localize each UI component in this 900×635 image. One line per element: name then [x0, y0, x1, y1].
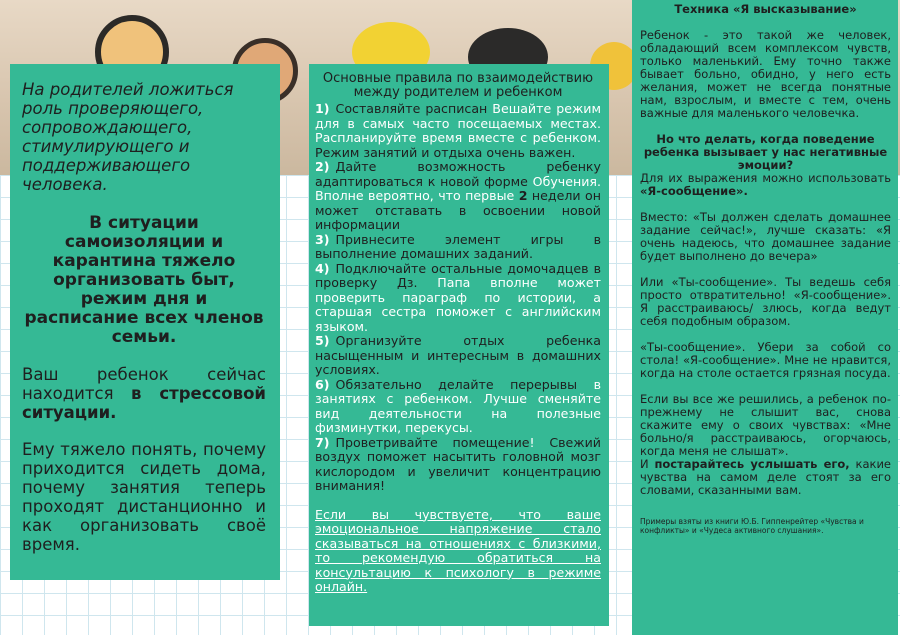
rule-highlight: !: [529, 434, 550, 450]
left-panel: [10, 64, 280, 580]
i-message-intro: [640, 172, 891, 198]
instead-example: Вместо: «Ты должен сделать домашнее задание сейчас!», лучше сказать: «Я очень надеюсь, что домашнее задание будет выполнено до вечера»: [640, 210, 891, 263]
rule-number: 4): [315, 260, 330, 276]
rule-number: 7): [315, 434, 330, 450]
technique-heading: Техника «Я высказывание»: [674, 2, 857, 16]
repeat-feelings-text: Если вы все же решились, а ребенок по-прежнему не слышит вас, снова скажите ему о своих чувствах: «Мне больно/я расстраиваюсь, огорчаюсь, когда меня не слышат».: [640, 392, 891, 458]
self-isolation-text: В ситуации самоизоляции и карантина тяжело организовать быт, режим дня и расписание всех членов семьи.: [24, 213, 264, 347]
rule-lead: Дайте возможность ребенку адаптироваться к новой форме: [315, 159, 601, 189]
rule-lead: Составляйте расписан: [335, 101, 488, 116]
stress-text: [22, 365, 266, 422]
rule-item: [315, 436, 601, 494]
rule-lead: Подключайте остальные домочадцев в проверку Дз.: [315, 260, 601, 290]
rule-lead: Проветривайте помещение: [335, 434, 530, 450]
rule-number: 1): [315, 101, 330, 116]
middle-panel: [309, 64, 609, 626]
child-is-person-text: Ребенок - это такой же человек, обладающий всем комплексом чувств, только маленький. Ему точно также бывает больно, обидно, у него есть желания, может не всегда понятные нам, взрослым, и вместе с тем, очень важные для маленького человечка.: [640, 28, 891, 120]
you-message-example-1: Или «Ты-сообщение». Ты ведешь себя просто отвратительно! «Я-сообщение». Я расстраиваюсь/ злюсь, когда ведут себя подобным образом.: [640, 275, 891, 328]
rule-rest: Свежий воздух поможет насытить головной мозг кислородом и увеличит концентрацию внимания!: [315, 434, 601, 493]
rule-highlight: Вешайте режим для в самых часто посещаемых местах. Распланируйте время вместе с ребенком.: [315, 101, 601, 145]
try-to-hear-bold: постарайтесь услышать его,: [654, 457, 850, 471]
rule-item: [315, 160, 601, 233]
right-panel: [632, 0, 898, 635]
negative-emotions-heading: Но что делать, когда поведение ребенка вызывает у нас негативные эмоции?: [643, 132, 888, 172]
rule-highlight: в занятиях с ребенком. Лучше сменяйте вид деятельности на полезные физминутки, перекусы.: [315, 376, 601, 435]
rule-highlight: Обучения. Вполне вероятно, что первые: [315, 173, 601, 203]
rule-rest: Режим занятий и отдыха очень важен.: [315, 144, 576, 160]
rule-bold-number: 2: [518, 188, 528, 203]
rule-item: [315, 334, 601, 378]
rule-rest: недели он может отставать в освоении новой информации: [315, 188, 601, 232]
rule-item: [315, 262, 601, 335]
rule-item: [315, 102, 601, 160]
try-to-hear-pre: И: [640, 457, 655, 471]
rules-title: Основные правила по взаимодействию между родителем и ребенком: [322, 71, 594, 100]
rule-lead: Организуйте отдых ребенка насыщенным и интересным в домашних условиях.: [315, 333, 601, 377]
stress-text-plain: Ваш ребенок сейчас находится: [22, 365, 266, 403]
rule-item: [315, 233, 601, 262]
psychologist-note: Если вы чувствуете, что ваше эмоциональное напряжение стало сказываться на отношениях с близкими, то рекомендую обратиться на консультацию к психологу в режиме онлайн.: [315, 506, 601, 594]
rule-item: [315, 378, 601, 436]
hard-to-understand-text: Ему тяжело понять, почему приходится сидеть дома, почему занятия теперь проходят дистанционно и как организовать своё время.: [22, 440, 266, 554]
source-note: Примеры взяты из книги Ю.Б. Гиппенрейтер «Чувства и конфликты» и «Чудеса активного слушания».: [640, 517, 864, 535]
rule-number: 2): [315, 159, 330, 174]
stress-text-bold: в стрессовой ситуации.: [22, 384, 266, 422]
rule-highlight: Папа вполне может проверить параграф по истории, а старшая сестра поможет с английским языком.: [315, 275, 601, 334]
i-message-intro-bold: «Я-сообщение».: [640, 184, 748, 198]
try-to-hear-text: [640, 458, 891, 497]
rule-number: 3): [315, 231, 330, 247]
try-to-hear-post: какие чувства на самом деле стоят за его словами, сказанными вам.: [640, 457, 891, 497]
rule-lead: Привнесите элемент игры в выполнение домашних заданий.: [315, 231, 601, 261]
i-message-intro-plain: Для их выражения можно использовать: [640, 171, 891, 185]
you-message-example-2: «Ты-сообщение». Убери за собой со стола! «Я-сообщение». Мне не нравится, когда на столе остается грязная посуда.: [640, 340, 891, 380]
rule-number: 5): [315, 333, 330, 348]
intro-text: На родителей ложиться роль проверяющего, сопровождающего, стимулирующего и поддерживающего человека.: [22, 80, 234, 194]
rule-lead: Обязательно делайте перерывы: [335, 376, 594, 392]
rule-number: 6): [315, 376, 330, 392]
